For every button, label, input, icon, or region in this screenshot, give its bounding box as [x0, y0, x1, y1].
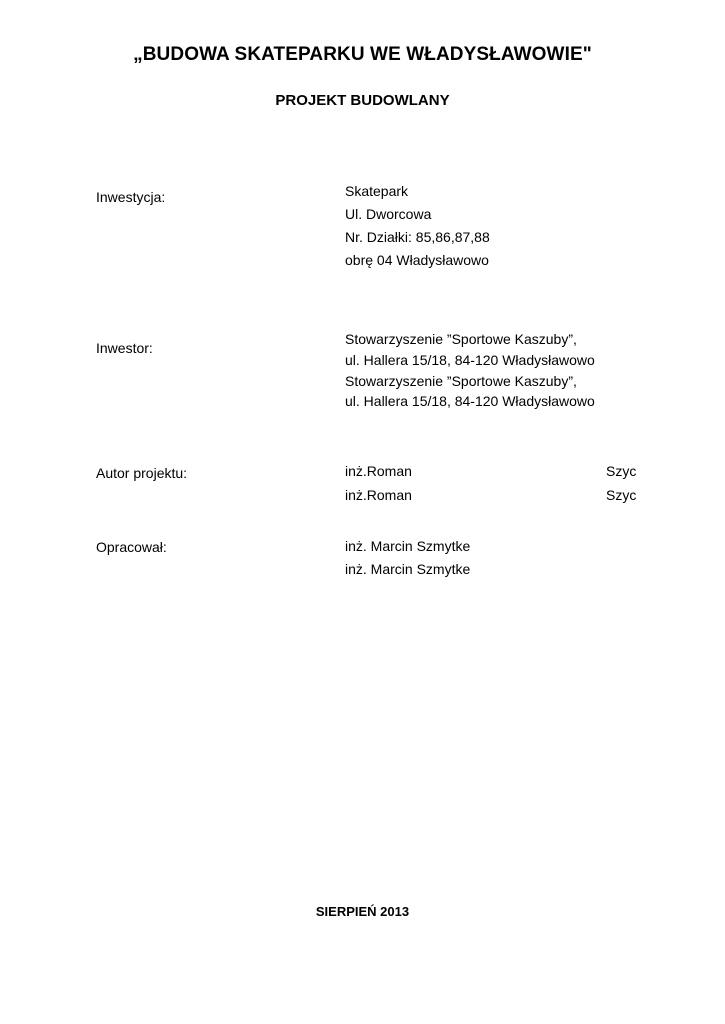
- investor-line: ul. Hallera 15/18, 84-120 Władysławowo: [345, 393, 595, 409]
- document-date: SIERPIEŃ 2013: [315, 904, 410, 919]
- author-label: Autor projektu:: [96, 465, 188, 481]
- investment-label: Inwestycja:: [96, 189, 166, 205]
- author-name: inż.Roman: [345, 463, 412, 479]
- investor-label: Inwestor:: [96, 340, 153, 356]
- investor-line: ul. Hallera 15/18, 84-120 Władysławowo: [345, 352, 595, 368]
- document-title: „BUDOWA SKATEPARKU WE WŁADYSŁAWOWIE": [133, 44, 592, 65]
- author-surname: Szyc: [606, 487, 637, 503]
- prepared-by-label: Opracował:: [96, 539, 167, 555]
- investment-line: obrę 04 Władysławowo: [345, 252, 489, 268]
- investment-line: Ul. Dworcowa: [345, 206, 432, 222]
- investment-line: Nr. Działki: 85,86,87,88: [345, 229, 490, 245]
- document-subtitle: PROJEKT BUDOWLANY: [275, 92, 450, 109]
- prepared-by-name: inż. Marcin Szmytke: [345, 538, 471, 554]
- prepared-by-name: inż. Marcin Szmytke: [345, 561, 471, 577]
- investor-line: Stowarzyszenie ”Sportowe Kaszuby”,: [345, 331, 577, 347]
- author-name: inż.Roman: [345, 487, 412, 503]
- investment-line: Skatepark: [345, 183, 409, 199]
- investor-line: Stowarzyszenie ”Sportowe Kaszuby”,: [345, 373, 577, 389]
- author-surname: Szyc: [606, 463, 637, 479]
